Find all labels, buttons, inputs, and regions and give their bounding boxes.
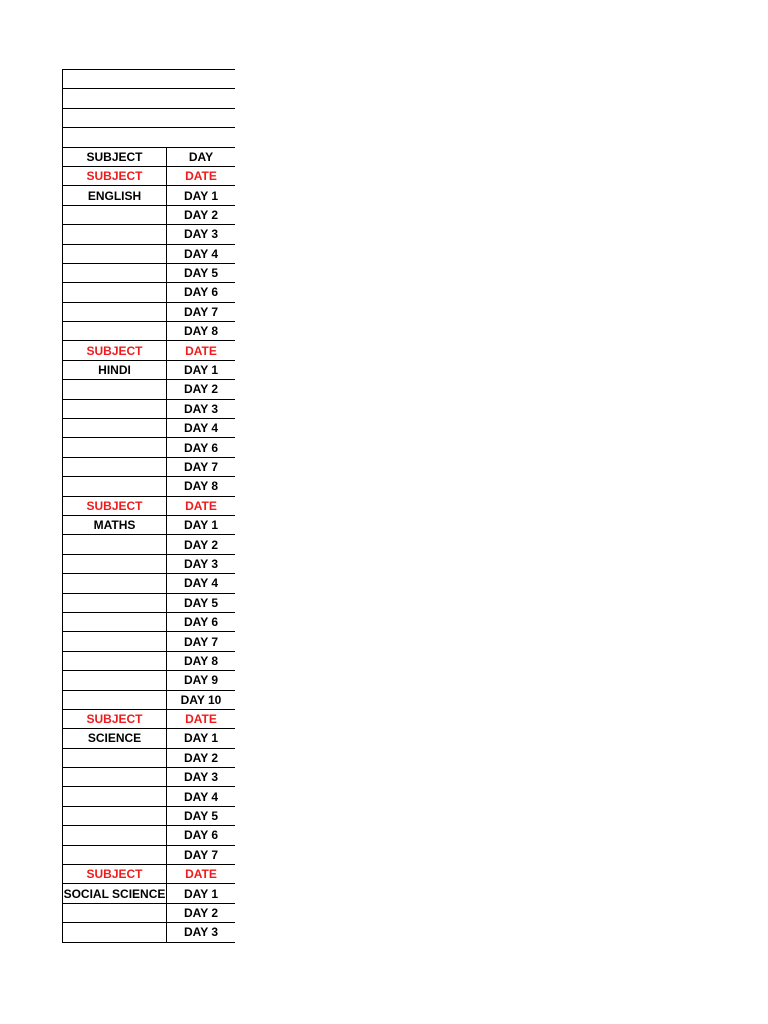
day-cell[interactable]: DAY 1 (167, 884, 236, 903)
day-cell[interactable]: DAY 3 (167, 923, 236, 942)
day-cell[interactable]: DAY 2 (167, 205, 236, 224)
day-row (63, 302, 236, 321)
day-cell[interactable]: DAY 10 (167, 690, 236, 709)
empty-subject-cell[interactable] (63, 205, 167, 224)
section-label-row (63, 166, 236, 185)
day-row (63, 729, 236, 748)
day-row (63, 283, 236, 302)
empty-subject-cell[interactable] (63, 690, 167, 709)
empty-subject-cell[interactable] (63, 826, 167, 845)
empty-subject-cell[interactable] (63, 845, 167, 864)
empty-subject-cell[interactable] (63, 651, 167, 670)
blank-cell[interactable] (63, 89, 236, 108)
day-cell[interactable]: DAY 3 (167, 399, 236, 418)
day-cell[interactable]: DAY 6 (167, 826, 236, 845)
empty-subject-cell[interactable] (63, 612, 167, 631)
day-row (63, 380, 236, 399)
day-cell[interactable]: DAY 1 (167, 186, 236, 205)
empty-subject-cell[interactable] (63, 438, 167, 457)
empty-subject-cell[interactable] (63, 302, 167, 321)
empty-subject-cell[interactable] (63, 457, 167, 476)
empty-subject-cell[interactable] (63, 477, 167, 496)
section-date-label-cell[interactable]: DATE (167, 709, 236, 728)
day-cell[interactable]: DAY 9 (167, 671, 236, 690)
day-row (63, 399, 236, 418)
empty-subject-cell[interactable] (63, 263, 167, 282)
empty-subject-cell[interactable] (63, 399, 167, 418)
day-cell[interactable]: DAY 1 (167, 515, 236, 534)
subject-name-cell[interactable]: MATHS (63, 515, 167, 534)
day-row (63, 845, 236, 864)
day-cell[interactable]: DAY 4 (167, 787, 236, 806)
day-row (63, 205, 236, 224)
day-cell[interactable]: DAY 2 (167, 748, 236, 767)
day-cell[interactable]: DAY 6 (167, 283, 236, 302)
empty-subject-cell[interactable] (63, 787, 167, 806)
day-row (63, 360, 236, 379)
day-row (63, 903, 236, 922)
day-row (63, 477, 236, 496)
empty-subject-cell[interactable] (63, 244, 167, 263)
section-date-label-cell[interactable]: DATE (167, 341, 236, 360)
day-row (63, 768, 236, 787)
day-cell[interactable]: DAY 3 (167, 768, 236, 787)
empty-subject-cell[interactable] (63, 768, 167, 787)
day-row (63, 806, 236, 825)
sheet-body (63, 70, 236, 943)
section-date-label-cell[interactable]: DATE (167, 166, 236, 185)
day-cell[interactable]: DAY 3 (167, 225, 236, 244)
day-cell[interactable]: DAY 6 (167, 612, 236, 631)
header-row (63, 147, 236, 166)
day-row (63, 923, 236, 942)
section-subject-label-cell[interactable]: SUBJECT (63, 341, 167, 360)
blank-row (63, 89, 236, 108)
day-cell[interactable]: DAY 8 (167, 651, 236, 670)
day-row (63, 515, 236, 534)
section-label-row (63, 865, 236, 884)
section-subject-label-cell[interactable]: SUBJECT (63, 709, 167, 728)
day-cell[interactable]: DAY 2 (167, 903, 236, 922)
day-cell[interactable]: DAY 1 (167, 360, 236, 379)
day-cell[interactable]: DAY 7 (167, 632, 236, 651)
day-row (63, 826, 236, 845)
day-row (63, 593, 236, 612)
day-row (63, 535, 236, 554)
day-row (63, 554, 236, 573)
day-cell[interactable]: DAY 8 (167, 477, 236, 496)
day-cell[interactable]: DAY 7 (167, 457, 236, 476)
day-row (63, 438, 236, 457)
empty-subject-cell[interactable] (63, 903, 167, 922)
empty-subject-cell[interactable] (63, 593, 167, 612)
empty-subject-cell[interactable] (63, 225, 167, 244)
day-cell[interactable]: DAY 2 (167, 380, 236, 399)
empty-subject-cell[interactable] (63, 632, 167, 651)
day-cell[interactable]: DAY 8 (167, 322, 236, 341)
blank-cell[interactable] (63, 128, 236, 147)
day-cell[interactable]: DAY 7 (167, 845, 236, 864)
day-cell[interactable]: DAY 4 (167, 574, 236, 593)
header-day-cell[interactable]: DAY (167, 147, 236, 166)
subject-name-cell[interactable]: ENGLISH (63, 186, 167, 205)
blank-row (63, 128, 236, 147)
day-row (63, 671, 236, 690)
section-subject-label-cell[interactable]: SUBJECT (63, 496, 167, 515)
day-cell[interactable]: DAY 4 (167, 244, 236, 263)
section-date-label-cell[interactable]: DATE (167, 496, 236, 515)
day-row (63, 574, 236, 593)
day-cell[interactable]: DAY 5 (167, 806, 236, 825)
blank-row (63, 70, 236, 89)
empty-subject-cell[interactable] (63, 322, 167, 341)
section-label-row (63, 709, 236, 728)
day-row (63, 457, 236, 476)
day-row (63, 419, 236, 438)
empty-subject-cell[interactable] (63, 419, 167, 438)
empty-subject-cell[interactable] (63, 283, 167, 302)
empty-subject-cell[interactable] (63, 806, 167, 825)
subject-name-cell[interactable]: SCIENCE (63, 729, 167, 748)
empty-subject-cell[interactable] (63, 923, 167, 942)
day-cell[interactable]: DAY 5 (167, 263, 236, 282)
day-row (63, 632, 236, 651)
day-row (63, 186, 236, 205)
subject-name-cell[interactable]: HINDI (63, 360, 167, 379)
section-label-row (63, 496, 236, 515)
day-cell[interactable]: DAY 5 (167, 593, 236, 612)
subject-name-cell[interactable]: SOCIAL SCIENCE (63, 884, 167, 903)
day-row (63, 322, 236, 341)
section-date-label-cell[interactable]: DATE (167, 865, 236, 884)
day-cell[interactable]: DAY 7 (167, 302, 236, 321)
day-row (63, 884, 236, 903)
blank-cell[interactable] (63, 70, 236, 89)
empty-subject-cell[interactable] (63, 554, 167, 573)
header-subject-cell[interactable]: SUBJECT (63, 147, 167, 166)
day-row (63, 787, 236, 806)
day-cell[interactable]: DAY 6 (167, 438, 236, 457)
day-cell[interactable]: DAY 1 (167, 729, 236, 748)
day-cell[interactable]: DAY 4 (167, 419, 236, 438)
day-row (63, 263, 236, 282)
day-row (63, 244, 236, 263)
day-row (63, 651, 236, 670)
empty-subject-cell[interactable] (63, 380, 167, 399)
day-cell[interactable]: DAY 2 (167, 535, 236, 554)
empty-subject-cell[interactable] (63, 671, 167, 690)
blank-cell[interactable] (63, 108, 236, 127)
empty-subject-cell[interactable] (63, 574, 167, 593)
day-row (63, 748, 236, 767)
timetable-sheet (62, 69, 235, 943)
blank-row (63, 108, 236, 127)
empty-subject-cell[interactable] (63, 535, 167, 554)
section-subject-label-cell[interactable]: SUBJECT (63, 166, 167, 185)
day-row (63, 612, 236, 631)
section-subject-label-cell[interactable]: SUBJECT (63, 865, 167, 884)
day-row (63, 690, 236, 709)
empty-subject-cell[interactable] (63, 748, 167, 767)
day-cell[interactable]: DAY 3 (167, 554, 236, 573)
day-row (63, 225, 236, 244)
section-label-row (63, 341, 236, 360)
